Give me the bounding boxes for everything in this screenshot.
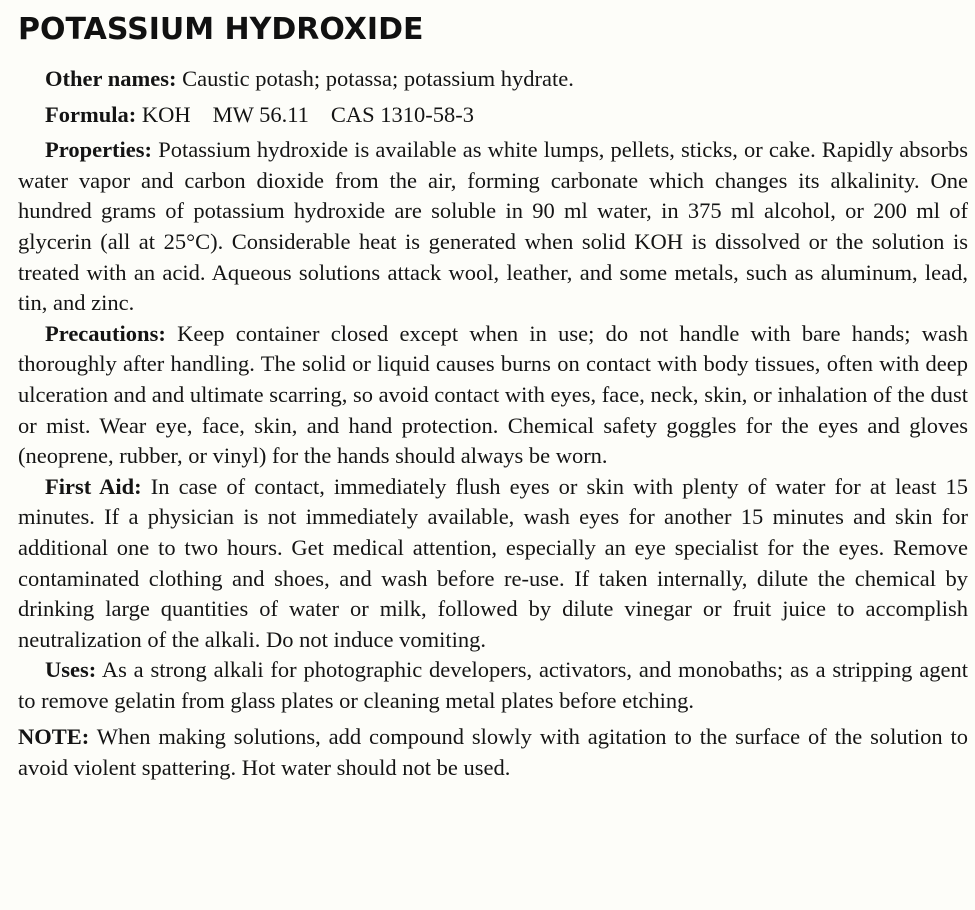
page-title: POTASSIUM HYDROXIDE (18, 12, 424, 47)
molecular-weight: MW 56.11 (212, 101, 309, 127)
note-label: NOTE: (18, 724, 90, 750)
properties-text: Potassium hydroxide is available as white lumps, pellets, sticks, or cake. Rapidly absorbs water vapor and carbon dioxide from the air, forming carbonate which changes its alkalinity. One hundred grams of potassium hydroxide are soluble in 90 ml water, in 375 ml alcohol, or 200 ml of glycerin (all at 25°C). Considerable heat is generated when solid KOH is dissolved or the solution is treated with an acid. Aqueous solutions attack wool, leather, and some metals, such as aluminum, lead, tin, and zinc. (18, 137, 968, 316)
cas-number: CAS 1310-58-3 (330, 101, 475, 127)
other-names-label: Other names: (45, 66, 177, 91)
properties-label: Properties: (45, 137, 153, 163)
first-aid-label: First Aid: (45, 473, 142, 499)
precautions-text: Keep container closed except when in use; do not handle with bare hands; wash thoroughly after handling. The solid or liquid causes burns on contact with body tissues, often with deep ulceration and and ultimate scarring, so avoid contact with eyes, face, neck, skin, or inhalation of the dust or mist. Wear eye, face, skin, and hand protection. Chemical safety goggles for the eyes and gloves (neoprene, rubber, or vinyl) for the hands should always be worn. (18, 320, 969, 469)
formula-label: Formula: (45, 101, 137, 127)
uses-section (18, 655, 968, 716)
uses-text: As a strong alkali for photographic developers, activators, and monobaths; as a stripping agent to remove gelatin from glass plates or cleaning metal plates before etching. (18, 657, 968, 713)
formula-value: KOH (141, 101, 191, 127)
first-aid-section (18, 472, 968, 656)
first-aid-text: In case of contact, immediately flush eyes or skin with plenty of water for at least 15 minutes. If a physician is not immediately available, wash eyes for another 15 minutes and skin for additional one to two hours. Get medical attention, especially an eye specialist for the eyes. Remove contaminated clothing and shoes, and wash before re-use. If taken internally, dilute the chemical by drinking large quantities of water or milk, followed by dilute vinegar or fruit juice to accomplish neutralization of the alkali. Do not induce vomiting. (18, 473, 969, 652)
other-names-line (18, 64, 968, 95)
precautions-section (18, 319, 968, 472)
formula-line (18, 100, 968, 131)
document-page (18, 8, 968, 784)
other-names-text: Caustic potash; potassa; potassium hydrate. (182, 66, 574, 91)
properties-section (18, 135, 968, 319)
note-section (18, 722, 968, 783)
note-text: When making solutions, add compound slowly with agitation to the surface of the solution to avoid violent spattering. Hot water should not be used. (18, 724, 969, 781)
precautions-label: Precautions: (45, 320, 166, 346)
uses-label: Uses: (45, 657, 97, 683)
